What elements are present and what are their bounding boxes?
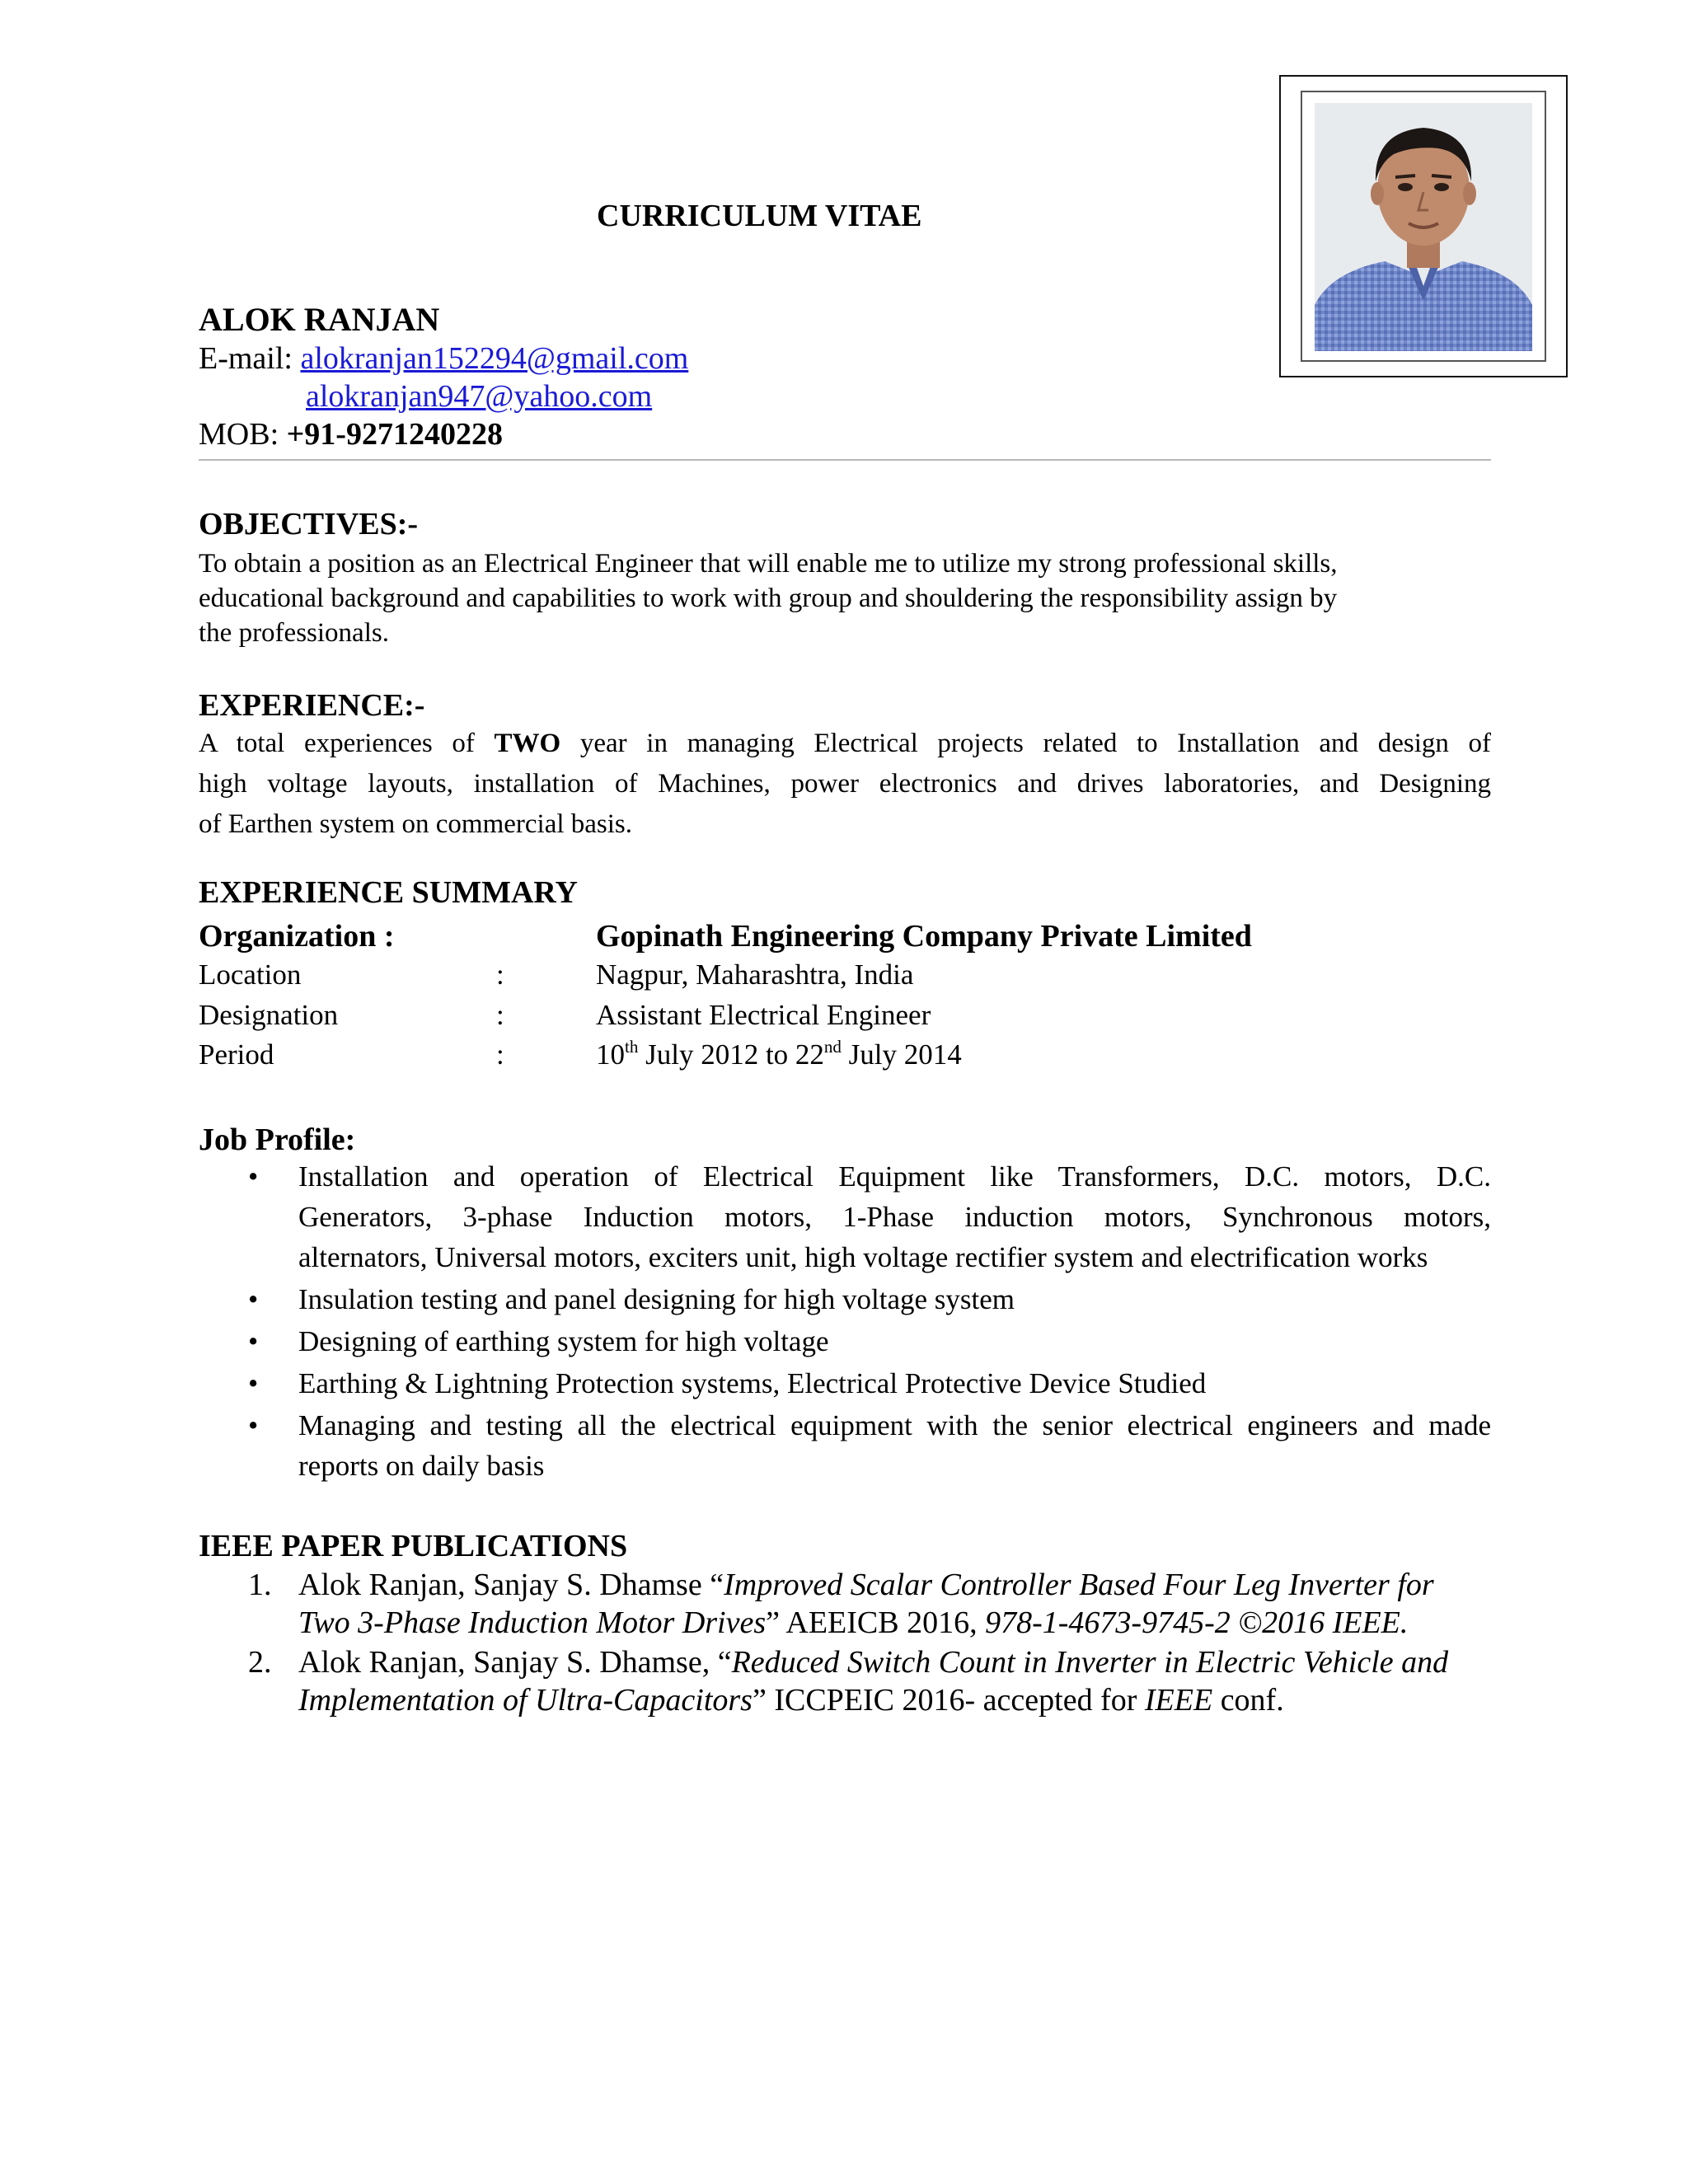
mobile-number: +91-9271240228 bbox=[286, 417, 503, 452]
email-label: E-mail: bbox=[199, 341, 301, 376]
publication-item bbox=[199, 1643, 1491, 1719]
list-item-line: Earthing & Lightning Protection systems, Electrical Protective Device Studied bbox=[298, 1367, 1207, 1399]
objectives-text bbox=[199, 546, 1491, 650]
ordinal-suffix: th bbox=[625, 1037, 639, 1057]
experience-text-post: year in managing Electrical projects related to Installation and design of bbox=[560, 729, 1491, 758]
objectives-line: the professionals. bbox=[199, 618, 389, 648]
list-item-line: Managing and testing all the electrical equipment with the senior electrical engineers and made bbox=[298, 1409, 1491, 1441]
publications-heading: IEEE PAPER PUBLICATIONS bbox=[199, 1529, 628, 1563]
publication-venue: ” ICCPEIC 2016- accepted for bbox=[752, 1683, 1145, 1718]
photo-border bbox=[1301, 91, 1546, 362]
bullet-icon: • bbox=[248, 1325, 259, 1357]
designation-value: Assistant Electrical Engineer bbox=[596, 999, 931, 1031]
list-item-text bbox=[298, 1405, 1491, 1486]
period-row bbox=[199, 1038, 1435, 1078]
publication-title: Reduced Switch Count in Inverter in Electric Vehicle and Implementation of Ultra-Capacitors bbox=[298, 1645, 1449, 1718]
colon: : bbox=[496, 999, 504, 1031]
list-item bbox=[199, 1405, 1491, 1486]
list-item bbox=[199, 1279, 1491, 1319]
bullet-icon: • bbox=[248, 1283, 259, 1315]
photo-frame bbox=[1279, 75, 1568, 377]
header-divider bbox=[199, 459, 1491, 461]
designation-row bbox=[199, 999, 1435, 1038]
document-title: CURRICULUM VITAE bbox=[597, 199, 922, 233]
list-item bbox=[199, 1156, 1491, 1277]
publication-number: 1. bbox=[248, 1568, 272, 1602]
candidate-name: ALOK RANJAN bbox=[199, 301, 440, 338]
list-item-line: alternators, Universal motors, exciters unit, high voltage rectifier system and electrification works bbox=[298, 1241, 1428, 1273]
publications-list bbox=[199, 1566, 1491, 1721]
publication-number: 2. bbox=[248, 1645, 272, 1680]
publication-isbn: 978-1-4673-9745-2 ©2016 IEEE. bbox=[985, 1605, 1409, 1640]
location-value: Nagpur, Maharashtra, India bbox=[596, 958, 914, 991]
objectives-heading: OBJECTIVES:- bbox=[199, 507, 419, 541]
email-primary-link[interactable]: alokranjan152294@gmail.com bbox=[300, 341, 689, 376]
ordinal-suffix: nd bbox=[823, 1037, 842, 1057]
publication-venue: ” AEEICB 2016, bbox=[766, 1605, 986, 1640]
list-item-text bbox=[298, 1156, 1491, 1277]
publication-authors: Alok Ranjan, Sanjay S. Dhamse “ bbox=[298, 1568, 724, 1602]
experience-summary-heading: EXPERIENCE SUMMARY bbox=[199, 875, 578, 910]
list-item-line: Installation and operation of Electrical Equipment like Transformers, D.C. motors, D.C. bbox=[298, 1160, 1491, 1193]
list-item-line: reports on daily basis bbox=[298, 1450, 545, 1482]
colon: : bbox=[496, 1038, 504, 1071]
period-start-day: 10 bbox=[596, 1038, 625, 1071]
publication-authors: Alok Ranjan, Sanjay S. Dhamse, “ bbox=[298, 1645, 732, 1680]
list-item-line: Generators, 3-phase Induction motors, 1-Phase induction motors, Synchronous motors, bbox=[298, 1201, 1491, 1233]
profile-photo bbox=[1315, 103, 1532, 351]
period-value bbox=[596, 1038, 962, 1071]
job-profile-list bbox=[199, 1156, 1491, 1488]
location-label: Location bbox=[199, 958, 302, 991]
publication-tail: conf. bbox=[1212, 1683, 1284, 1718]
experience-text-pre: A total experiences of bbox=[199, 729, 495, 758]
job-profile-heading: Job Profile: bbox=[199, 1122, 356, 1157]
mobile-line bbox=[199, 416, 503, 452]
colon: : bbox=[496, 958, 504, 991]
email-secondary-line bbox=[306, 378, 652, 415]
period-end: July 2014 bbox=[841, 1038, 962, 1071]
location-row bbox=[199, 958, 1435, 998]
experience-line: high voltage layouts, installation of Machines, power electronics and drives laboratories, and Designing bbox=[199, 769, 1491, 799]
publication-item bbox=[199, 1566, 1491, 1642]
organization-value: Gopinath Engineering Company Private Limited bbox=[596, 919, 1252, 954]
mobile-label: MOB: bbox=[199, 417, 287, 452]
organization-label: Organization : bbox=[199, 919, 395, 954]
experience-line: of Earthen system on commercial basis. bbox=[199, 809, 633, 839]
publication-title: Improved Scalar Controller Based Four Leg Inverter for Two 3-Phase Induction Motor Drives bbox=[298, 1568, 1434, 1640]
list-item-text bbox=[298, 1279, 1491, 1319]
bullet-icon: • bbox=[248, 1160, 259, 1193]
list-item-line: Designing of earthing system for high voltage bbox=[298, 1325, 829, 1357]
publication-publisher: IEEE bbox=[1144, 1683, 1213, 1718]
objectives-line: educational background and capabilities to work with group and shouldering the responsibility assign by bbox=[199, 583, 1338, 613]
experience-line bbox=[199, 724, 1491, 764]
bullet-icon: • bbox=[248, 1367, 259, 1399]
experience-text bbox=[199, 724, 1491, 845]
period-middle: July 2012 to 22 bbox=[638, 1038, 824, 1071]
list-item-line: Insulation testing and panel designing for high voltage system bbox=[298, 1283, 1015, 1315]
email-line bbox=[199, 340, 688, 377]
designation-label: Designation bbox=[199, 999, 339, 1031]
list-item-text bbox=[298, 1321, 1491, 1361]
list-item-text bbox=[298, 1363, 1491, 1404]
list-item bbox=[199, 1321, 1491, 1361]
objectives-line: To obtain a position as an Electrical Engineer that will enable me to utilize my strong professional skills, bbox=[199, 549, 1338, 579]
list-item bbox=[199, 1363, 1491, 1404]
period-label: Period bbox=[199, 1038, 274, 1071]
bullet-icon: • bbox=[248, 1409, 259, 1441]
experience-heading: EXPERIENCE:- bbox=[199, 688, 425, 723]
email-secondary-link[interactable]: alokranjan947@yahoo.com bbox=[306, 379, 653, 414]
experience-years: TWO bbox=[494, 729, 561, 758]
